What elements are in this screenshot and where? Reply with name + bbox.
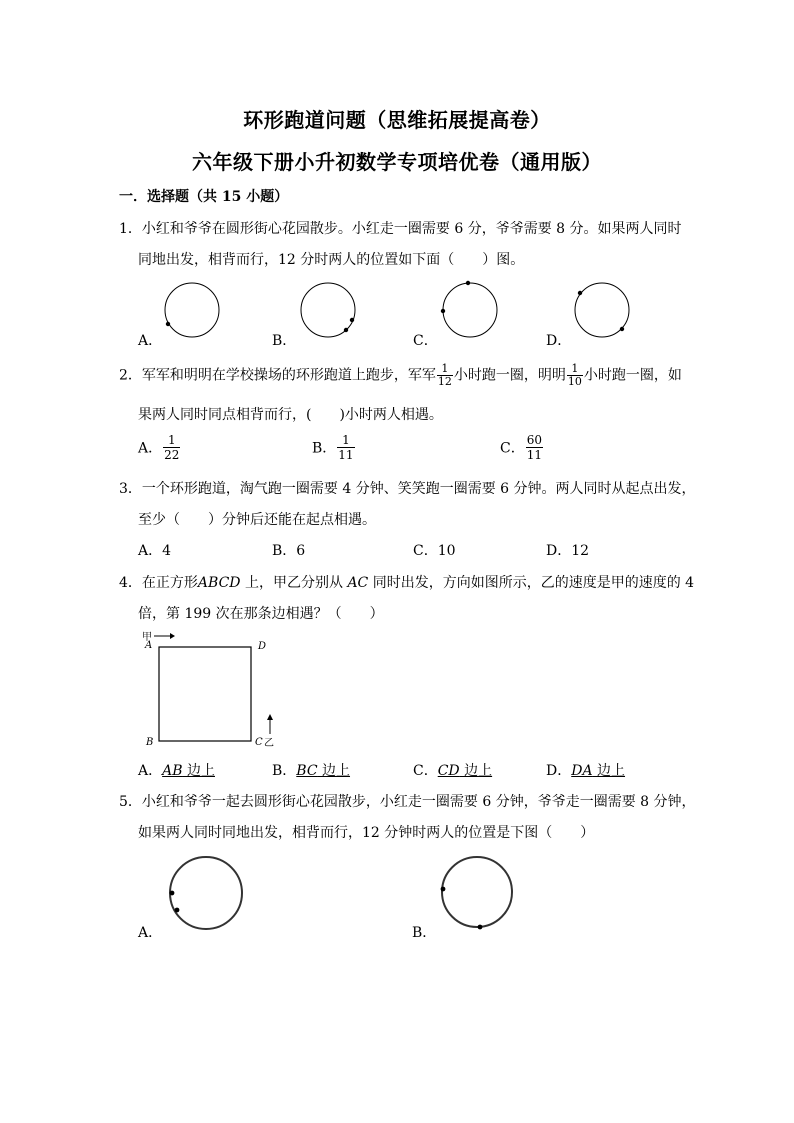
option-fraction — [526, 433, 543, 462]
q1-circle-d — [572, 283, 632, 343]
q5-option-a[interactable]: A． — [138, 925, 163, 941]
option-text — [162, 763, 215, 779]
q4-option-a[interactable] — [138, 760, 215, 780]
fraction-denominator: 10 — [567, 375, 582, 388]
q1-line1: 1．小红和爷爷在圆形街心花园散步。小红走一圈需要 6 分，爷爷需要 8 分。如果两人同时 — [119, 221, 682, 237]
q3-option-a[interactable]: A．4 — [138, 543, 172, 559]
q3-option-b[interactable]: B．6 — [272, 543, 306, 559]
edge-suffix: 边上 — [592, 763, 626, 779]
fraction-denominator: 12 — [437, 375, 452, 388]
option-label: D． — [546, 763, 572, 779]
vertex-b: B — [146, 737, 154, 748]
q4-text-1: 4．在正方形 — [119, 575, 198, 591]
edge-suffix: 边上 — [182, 763, 215, 779]
vertex-a: A — [145, 640, 153, 651]
q2-line1 — [119, 363, 682, 388]
option-label: B． — [272, 763, 297, 779]
q4-square-figure — [140, 628, 280, 748]
fraction-denominator: 11 — [338, 448, 354, 462]
q1-option-d[interactable]: D． — [546, 333, 572, 349]
position-dot — [441, 887, 446, 892]
position-dot — [620, 327, 624, 331]
option-fraction — [163, 433, 180, 462]
option-label: A． — [138, 763, 163, 779]
q5-circle-b — [440, 856, 520, 936]
q5-line1: 5．小红和爷爷一起去圆形街心花园散步，小红走一圈需要 6 分钟，爷爷走一圈需要 8 分钟， — [119, 794, 696, 810]
edge-suffix: 边上 — [459, 763, 493, 779]
fraction-denominator: 22 — [164, 448, 180, 462]
q1-circle-a — [162, 283, 222, 343]
position-dot — [170, 891, 175, 896]
q1-option-c[interactable]: C． — [413, 333, 438, 349]
q5-line2: 如果两人同时同地出发，相背而行，12 分钟时两人的位置是下图（ ） — [138, 825, 595, 841]
q3-line1: 3．一个环形跑道，淘气跑一圈需要 4 分钟、笑笑跑一圈需要 6 分钟。两人同时从起点出发， — [119, 481, 696, 497]
fraction-numerator: 1 — [163, 433, 180, 448]
fraction-numerator: 1 — [437, 363, 453, 376]
q2-option-c[interactable] — [500, 433, 544, 462]
fraction-denominator: 11 — [526, 448, 542, 462]
circle-outline — [442, 857, 512, 927]
q4-option-b[interactable] — [272, 760, 350, 780]
arrow-yi-head — [267, 714, 273, 720]
option-label: B． — [312, 440, 337, 457]
q4-text-2: 上，甲乙分别从 — [240, 575, 348, 591]
circle-outline — [443, 283, 497, 337]
q3-option-d[interactable]: D．12 — [546, 543, 590, 559]
q1-circle-c — [440, 283, 500, 343]
position-dot — [166, 322, 170, 326]
q4-start-points: AC — [347, 575, 369, 591]
position-dot — [441, 309, 445, 313]
fraction-numerator: 60 — [526, 433, 542, 447]
q1-line2: 同地出发，相背而行，12 分时两人的位置如下面（ ）图。 — [138, 252, 525, 268]
square-abcd — [159, 647, 251, 741]
q2-text-1: 2．军军和明明在学校操场的环形跑道上跑步，军军 — [119, 367, 436, 384]
option-label: C． — [500, 440, 525, 457]
q4-line1 — [119, 572, 694, 592]
option-label: A． — [138, 440, 163, 457]
q5-option-b[interactable]: B． — [412, 925, 437, 941]
option-text — [571, 763, 625, 779]
q3-option-c[interactable]: C．10 — [413, 543, 456, 559]
q2-fraction-1 — [437, 363, 453, 388]
option-text — [296, 763, 350, 779]
q4-text-3: 同时出发，方向如图所示，乙的速度是甲的速度的 4 — [368, 575, 695, 591]
doc-subtitle: 六年级下册小升初数学专项培优卷（通用版） — [192, 150, 602, 174]
position-dot — [344, 328, 348, 332]
edge-name: CD — [437, 763, 460, 779]
q5-circle-a — [168, 856, 248, 936]
q1-option-b[interactable]: B． — [272, 333, 297, 349]
section-heading: 一．选择题（共 15 小题） — [119, 189, 289, 205]
edge-suffix: 边上 — [317, 763, 351, 779]
label-yi: 乙 — [264, 738, 274, 749]
label-jia: 甲 — [142, 632, 152, 643]
q3-line2: 至少（ ）分钟后还能在起点相遇。 — [138, 512, 376, 528]
option-label: C． — [413, 763, 438, 779]
position-dot — [478, 925, 483, 930]
q4-option-c[interactable] — [413, 760, 492, 780]
circle-outline — [165, 283, 219, 337]
fraction-numerator: 1 — [337, 433, 354, 448]
option-text — [438, 763, 492, 779]
q2-text-2: 小时跑一圈，明明 — [453, 367, 566, 384]
q2-fraction-2 — [567, 363, 583, 388]
position-dot — [350, 318, 354, 322]
vertex-c: C — [255, 737, 263, 748]
q4-line2: 倍，第 199 次在那条边相遇？（ ） — [138, 606, 384, 622]
q2-line2: 果两人同时同点相背而行，( )小时两人相遇。 — [138, 407, 443, 423]
q4-square-name: ABCD — [197, 575, 241, 591]
fraction-numerator: 1 — [567, 363, 583, 376]
q2-text-3: 小时跑一圈，如 — [583, 367, 682, 384]
edge-name: DA — [571, 763, 593, 779]
position-dot — [175, 908, 180, 913]
q1-circle-b — [298, 283, 358, 343]
circle-outline — [170, 857, 242, 929]
position-dot — [466, 281, 470, 285]
edge-name: BC — [296, 763, 318, 779]
edge-name: AB — [162, 763, 183, 779]
q2-option-b[interactable] — [312, 433, 356, 462]
position-dot — [578, 291, 582, 295]
doc-title: 环形跑道问题（思维拓展提高卷） — [243, 108, 551, 132]
option-fraction — [337, 433, 354, 462]
q2-option-a[interactable] — [138, 433, 181, 462]
arrow-jia-head — [170, 633, 175, 639]
vertex-d: D — [258, 641, 267, 652]
q1-option-a[interactable]: A． — [138, 333, 163, 349]
q4-option-d[interactable] — [546, 760, 625, 780]
